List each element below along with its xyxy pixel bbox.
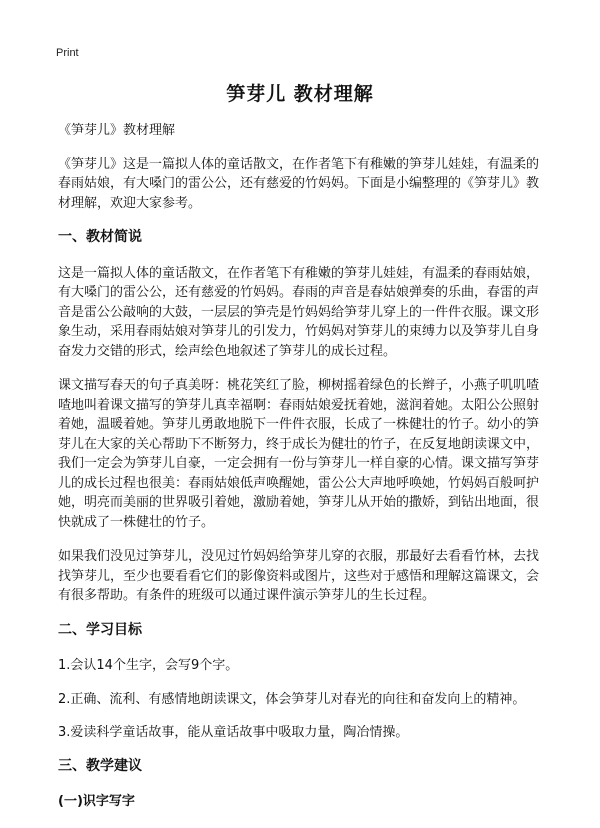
overview-paragraph: 如果我们没见过笋芽儿，没见过竹妈妈给笋芽儿穿的衣服，那最好去看看竹林，去找找笋芽儿，至少也要看看它们的影像资料或图片，这些对于感悟和理解这篇课文，会有很多帮助。有条件的班级可以通过课件演示笋芽儿的生长过程。 — [58, 549, 540, 603]
overview-paragraph: 这是一篇拟人体的童话散文，在作者笔下有稚嫩的笋芽儿娃娃，有温柔的春雨姑娘，有大嗓门的雷公公，还有慈爱的竹妈妈。春雨的声音是春姑娘弹奏的乐曲，春雷的声音是雷公公敲响的大鼓，一层层的笋壳是竹妈妈给笋芽儿穿上的一件件衣服。课文形象生动，采用春雨姑娘对笋芽儿的引发力，竹妈妈对笋芽儿的束缚力以及笋芽儿自身奋发力交错的形式，绘声绘色地叙述了笋芽儿的成长过程。 — [58, 265, 540, 359]
intro-paragraph: 《笋芽儿》这是一篇拟人体的童话散文，在作者笔下有稚嫩的笋芽儿娃娃，有温柔的春雨姑娘，有大嗓门的雷公公，还有慈爱的竹妈妈。下面是小编整理的《笋芽儿》教材理解，欢迎大家参考。 — [58, 156, 540, 211]
goal-item: 3.爱读科学童话故事，能从童话故事中吸取力量，陶冶情操。 — [58, 725, 409, 740]
goal-item: 1.会认14个生字，会写9个字。 — [58, 658, 239, 673]
section-heading-suggestions: 三、教学建议 — [58, 757, 142, 774]
page-title: 笋芽儿 教材理解 — [226, 83, 374, 105]
print-link[interactable]: Print — [56, 47, 79, 59]
subsection-heading-literacy: (一)识字写字 — [58, 794, 135, 809]
article-body — [58, 121, 548, 812]
goal-item: 2.正确、流利、有感情地朗读课文，体会笋芽儿对春光的向往和奋发向上的精神。 — [58, 691, 526, 707]
overview-paragraph: 课文描写春天的句子真美呀：桃花笑红了脸，柳树摇着绿色的长辫子，小燕子叽叽喳喳地叫着课文描写的笋芽儿真幸福啊：春雨姑娘爱抚着她，滋润着她。太阳公公照射着她，温暖着她。笋芽儿勇敢地脱下一件件衣服，长成了一株健壮的竹子。幼小的笋芽儿在大家的关心帮助下不断努力，终于成长为健壮的竹子，在反复地朗读课文中，我们一定会为笋芽儿自豪，一定会拥有一份与笋芽儿一样自豪的心情。课文描写笋芽儿的成长过程也很美：春雨姑娘低声唤醒她，雷公公大声地呼唤她，竹妈妈百般呵护她，明亮而美丽的世界吸引着她，激励着她，笋芽儿从开始的撒娇，到钻出地面，很快就成了一株健壮的竹子。 — [58, 378, 540, 530]
section-heading-goals: 二、学习目标 — [58, 621, 142, 638]
section-heading-overview: 一、教材简说 — [58, 229, 142, 245]
article-subtitle: 《笋芽儿》教材理解 — [58, 123, 176, 138]
